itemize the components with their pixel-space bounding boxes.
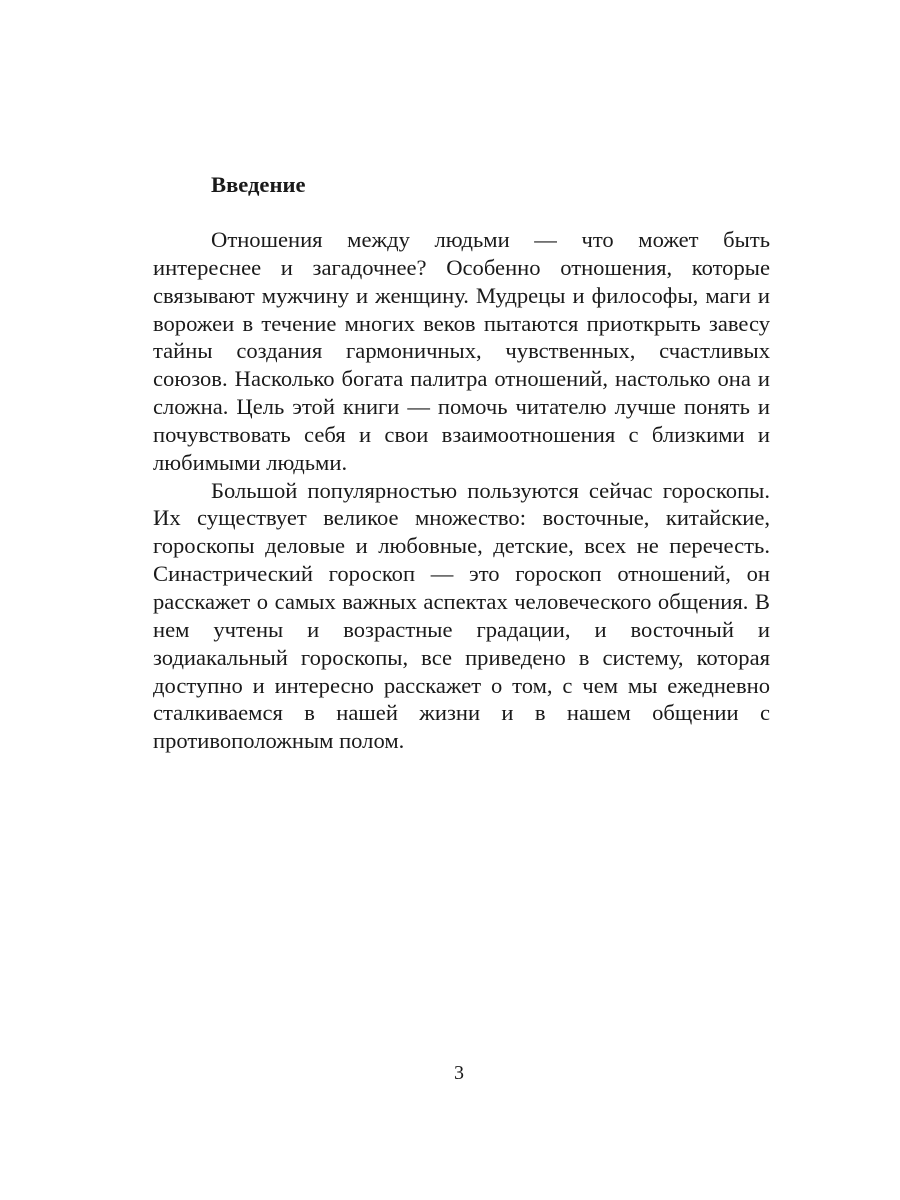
- page-body: [153, 170, 770, 755]
- page-number: 3: [454, 1062, 464, 1084]
- paragraph-2: Большой популярностью пользуются сейчас гороскопы. Их существует великое множество: восточные, китайские, гороскопы деловые и любовные, детские, всех не перечесть. Синастрический гороскоп — это гороскоп отношений, он расскажет о самых важных аспектах человеческого общения. В нем учтены и возрастные градации, и восточный и зодиакальный гороскопы, все приведено в систему, которая доступно и интересно расскажет о том, с чем мы ежедневно сталкиваемся в нашей жизни и в нашем общении с противоположным полом.: [153, 477, 770, 754]
- paragraph-1: Отношения между людьми — что может быть интереснее и загадочнее? Особенно отношения, которые связывают мужчину и женщину. Мудрецы и философы, маги и ворожеи в течение многих веков пытаются приоткрыть завесу тайны создания гармоничных, чувственных, счастливых союзов. Насколько богата палитра отношений, настолько она и сложна. Цель этой книги — помочь читателю лучше понять и почувствовать себя и свои взаимоотношения с близкими и любимыми людьми.: [153, 227, 770, 475]
- section-heading: Введение: [211, 172, 306, 197]
